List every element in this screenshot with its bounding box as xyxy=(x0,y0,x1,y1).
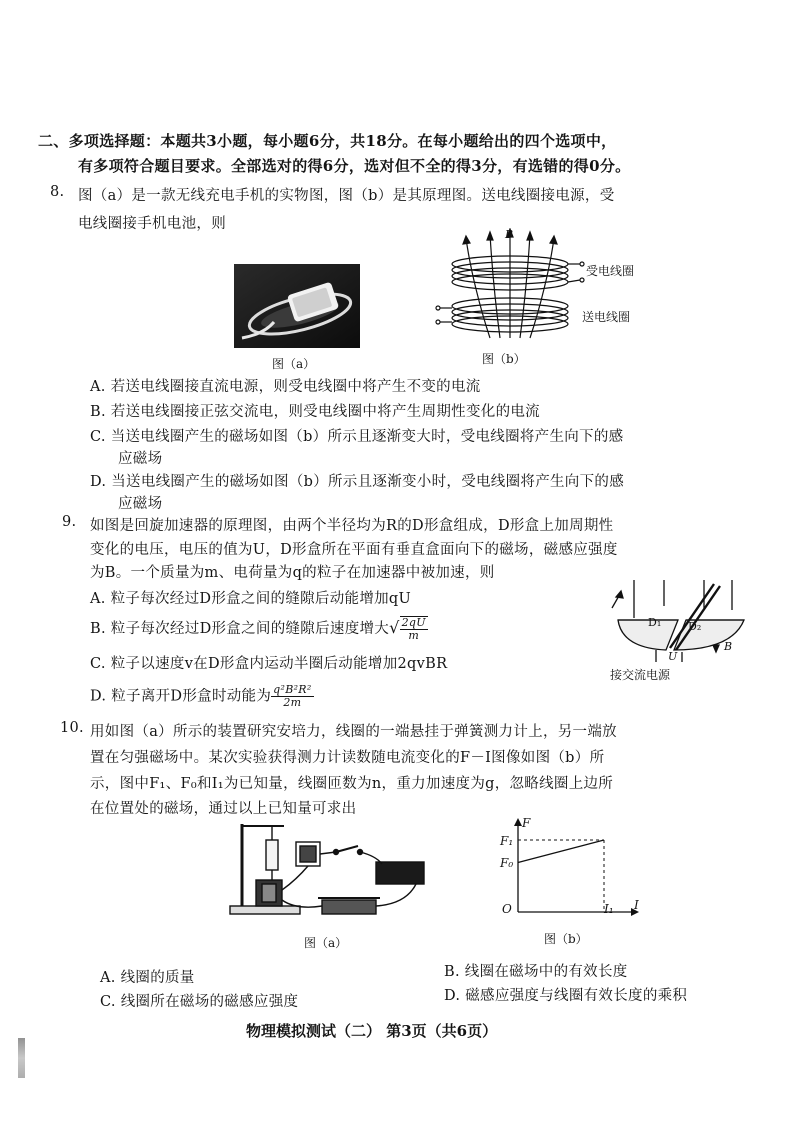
q9-number: 9. xyxy=(62,514,77,530)
q9-figure-label-b: B xyxy=(724,640,733,653)
q9-option-a: A. 粒子每次经过D形盒之间的缝隙后动能增加qU xyxy=(90,591,412,607)
q9-option-b-text: B. 粒子每次经过D形盒之间的缝隙后速度增大 xyxy=(90,621,390,637)
q9-figure-caption: 接交流电源 xyxy=(610,668,671,682)
q8-stem-line2: 电线圈接手机电池，则 xyxy=(78,216,226,232)
graph-data-line xyxy=(518,840,604,863)
q10-figure-a-apparatus xyxy=(226,820,440,924)
section-title-line2: 有多项符合题目要求。全部选对的得6分，选对但不全的得3分，有选错的得0分。 xyxy=(78,157,631,175)
q10-figure-a-caption: 图（a） xyxy=(304,936,348,950)
q9-option-b: B. 粒子每次经过D形盒之间的缝隙后速度增大√ $\frac{2qU}{m}$ xyxy=(90,616,426,642)
scan-edge-mark xyxy=(18,1038,25,1078)
q8-option-c-line2: 应磁场 xyxy=(118,451,163,467)
q9-figure-label-d2: D₂ xyxy=(688,620,702,633)
q9-figure-label-d1: D₁ xyxy=(648,616,662,629)
q9-option-d xyxy=(90,684,314,709)
q8-figure-b-send-coil-label: 送电线圈 xyxy=(582,310,631,324)
q8-number: 8. xyxy=(50,184,65,200)
q8-stem-line1: 图（a）是一款无线充电手机的实物图，图（b）是其原理图。送电线圈接电源，受 xyxy=(78,188,615,204)
graph-y-axis-label: F xyxy=(522,816,531,830)
graph-y-axis-arrow xyxy=(514,818,522,826)
q8-option-a: A. 若送电线圈接直流电源，则受电线圈中将产生不变的电流 xyxy=(90,379,481,395)
q8-option-d-line2: 应磁场 xyxy=(118,496,163,512)
q8-option-d-line1: D. 当送电线圈产生的磁场如图（b）所示且逐渐变小时，受电线圈将产生向下的感 xyxy=(90,474,625,490)
q9-stem-line2: 变化的电压，电压的值为U，D形盒所在平面有垂直盒面向下的磁场，磁感应强度 xyxy=(90,542,618,558)
q8-figure-b-field-label: B xyxy=(505,228,514,241)
q8-option-b: B. 若送电线圈接正弦交流电，则受电线圈中将产生周期性变化的电流 xyxy=(90,404,540,420)
q9-option-d-text: D. 粒子离开D形盒时动能为 xyxy=(90,688,272,705)
q10-option-d: D. 磁感应强度与线圈有效长度的乘积 xyxy=(444,988,688,1004)
page-footer: 物理模拟测试（二） 第3页（共6页） xyxy=(246,1022,498,1040)
graph-i1-label: I₁ xyxy=(604,902,614,916)
q9-stem-line3: 为B。一个质量为m、电荷量为q的粒子在加速器中被加速，则 xyxy=(90,565,495,581)
q9-option-d-fraction xyxy=(271,684,313,709)
section-title-line1: 二、多项选择题：本题共3小题，每小题6分，共18分。在每小题给出的四个选项中， xyxy=(38,132,617,150)
q8-option-c-line1: C. 当送电线圈产生的磁场如图（b）所示且逐渐变大时，受电线圈将产生向下的感 xyxy=(90,429,624,445)
graph-f0-label: F₀ xyxy=(500,856,514,870)
q10-stem-line4: 在位置处的磁场，通过以上已知量可求出 xyxy=(90,801,357,817)
q9-stem-line1: 如图是回旋加速器的原理图，由两个半径均为R的D形盒组成，D形盒上加周期性 xyxy=(90,518,614,534)
q10-figure-b-graph xyxy=(494,816,644,922)
q9-option-b-numerator: 2qU xyxy=(401,616,426,629)
q10-stem-line3: 示，图中F₁、F₀和I₁为已知量，线圈匝数为n，重力加速度为g，忽略线圈上边所 xyxy=(90,776,614,792)
graph-origin-label: O xyxy=(502,902,512,916)
q10-figure-b-caption: 图（b） xyxy=(544,932,588,946)
q8-figure-b-coils xyxy=(420,228,620,346)
q9-option-d-numerator: q²B²R² xyxy=(273,683,312,696)
q10-option-b: B. 线圈在磁场中的有效长度 xyxy=(444,964,628,980)
q9-option-c: C. 粒子以速度v在D形盒内运动半圈后动能增加2qvBR xyxy=(90,656,448,672)
q9-option-d-denominator: 2m xyxy=(283,696,302,709)
q8-figure-b-caption: 图（b） xyxy=(482,352,526,366)
q10-option-c: C. 线圈所在磁场的磁感应强度 xyxy=(100,994,299,1010)
q10-stem-line1: 用如图（a）所示的装置研究安培力，线圈的一端悬挂于弹簧测力计上，另一端放 xyxy=(90,724,617,740)
q10-number: 10. xyxy=(60,720,84,736)
q8-figure-a-caption: 图（a） xyxy=(272,357,316,371)
q10-stem-line2: 置在匀强磁场中。某次实验获得测力计读数随电流变化的F－I图像如图（b）所 xyxy=(90,750,605,766)
q10-option-a: A. 线圈的质量 xyxy=(100,970,195,986)
q9-option-b-denominator: m xyxy=(408,629,420,642)
q8-figure-a-photo xyxy=(234,264,360,348)
q9-figure-label-u: U xyxy=(668,650,678,663)
q9-option-b-fraction xyxy=(400,616,428,642)
q8-figure-b-receive-coil-label: 受电线圈 xyxy=(586,264,635,278)
graph-f1-label: F₁ xyxy=(500,834,514,848)
graph-x-axis-label: I xyxy=(634,898,639,912)
